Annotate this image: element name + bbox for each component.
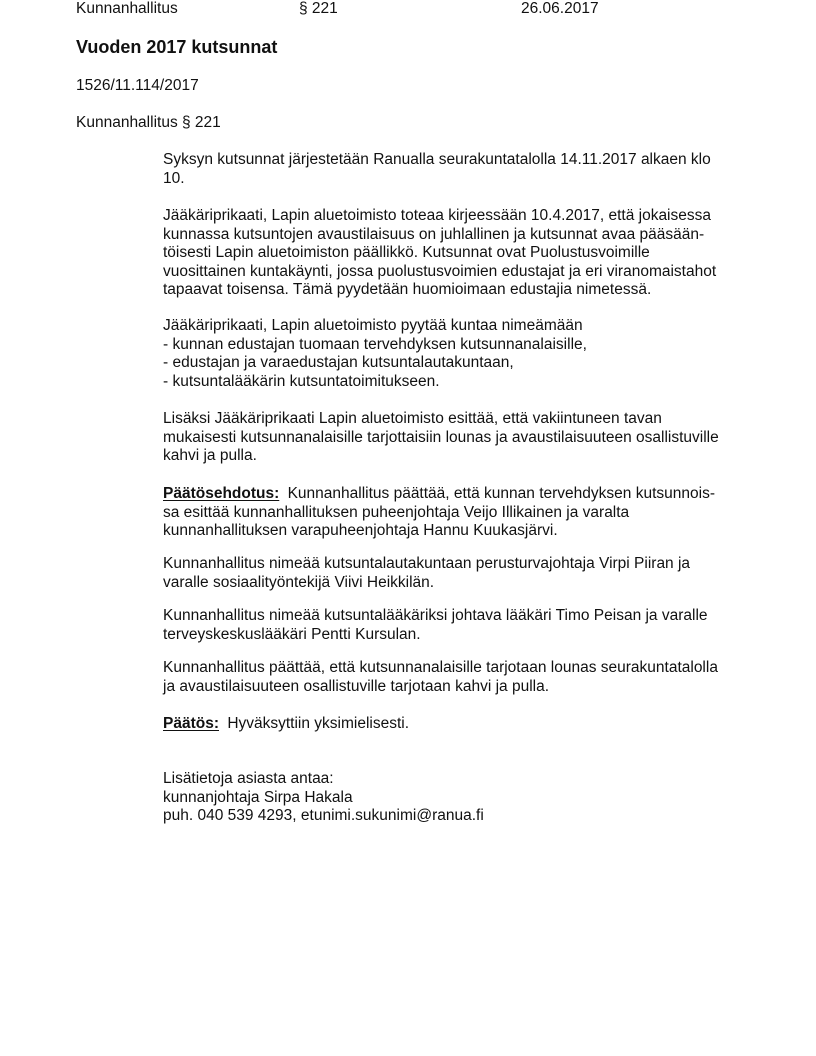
decision-text: Hyväksyttiin yksimielisesti. [227, 715, 410, 732]
list-item: - edustajan ja varaedustajan kutsuntalautakuntaan, [163, 354, 514, 371]
text-line: Lisäksi Jääkäriprikaati Lapin aluetoimisto esittää, että vakiintuneen tavan [163, 410, 662, 427]
text-line: terveyskeskuslääkäri Pentti Kursulan. [163, 625, 421, 643]
paragraph-letter [163, 207, 743, 300]
list-item: - kunnan edustajan tuomaan tervehdyksen kutsunnanalaisille, [163, 335, 587, 353]
text-line: töisesti Lapin aluetoimiston päällikkö. Kutsunnat ovat Puolustusvoimille [163, 244, 650, 261]
text-line: Kunnanhallitus nimeää kutsuntalääkäriksi johtava lääkäri Timo Peisan ja varalle [163, 607, 708, 624]
paragraph-requests [163, 317, 743, 391]
proposal-doctor [163, 607, 743, 644]
text-line: mukaisesti kutsunnanalaisille tarjottaisiin lounas ja avaustilaisuuteen osallistuville [163, 428, 719, 446]
text-line: Kunnanhallitus nimeää kutsuntalautakuntaan perusturvajohtaja Virpi Piiran ja [163, 555, 691, 572]
decision-label: Päätös: [163, 715, 219, 732]
text-line: kunnanhallituksen varapuheenjohtaja Hannu Kuukasjärvi. [163, 522, 558, 539]
contact-person: kunnanjohtaja Sirpa Hakala [163, 788, 353, 806]
page-title: Vuoden 2017 kutsunnat [76, 37, 278, 57]
paragraph-schedule [163, 151, 743, 188]
proposal-label: Päätösehdotus: [163, 485, 280, 502]
text-line: Syksyn kutsunnat järjestetään Ranualla seurakuntatalolla 14.11.2017 alkaen klo [163, 151, 711, 168]
header-organ: Kunnanhallitus [76, 0, 178, 17]
text-line: 10. [163, 169, 185, 187]
header-date: 26.06.2017 [521, 0, 599, 17]
contact-intro: Lisätietoja asiasta antaa: [163, 770, 334, 787]
text-line: kahvi ja pulla. [163, 447, 257, 464]
proposal-catering [163, 659, 743, 696]
text-line: tapaavat toisensa. Tämä pyydetään huomioimaan edustajia nimetessä. [163, 281, 652, 298]
contact-details: puh. 040 539 4293, etunimi.sukunimi@ranua.fi [163, 807, 484, 824]
document-number: 1526/11.114/2017 [76, 77, 199, 94]
decision-line [163, 715, 743, 734]
text-line: vuosittainen kuntakäynti, jossa puolustusvoimien edustajat ja eri viranomaistahot [163, 262, 717, 280]
text-line: varalle sosiaalityöntekijä Viivi Heikkilän. [163, 573, 435, 591]
proposal-first-line [163, 485, 743, 504]
proposal-committee [163, 555, 743, 592]
decision-block [163, 715, 743, 734]
text-line: kunnassa kutsuntojen avaustilaisuus on juhlallinen ja kutsunnat avaa pääsään- [163, 225, 705, 243]
proposal-block [163, 485, 743, 541]
contact-block [163, 770, 743, 826]
paragraph-catering [163, 410, 743, 466]
text-line: sa esittää kunnanhallituksen puheenjohtaja Veijo Illikainen ja varalta [163, 503, 630, 521]
list-item: - kutsuntalääkärin kutsuntatoimitukseen. [163, 372, 440, 390]
text-fragment: Kunnanhallitus päättää, että kunnan tervehdyksen kutsunnois- [287, 485, 715, 502]
text-line: ja avaustilaisuuteen osallistuville tarjotaan kahvi ja pulla. [163, 677, 550, 695]
header-section: § 221 [299, 0, 338, 17]
text-line: Kunnanhallitus päättää, että kutsunnanalaisille tarjotaan lounas seurakuntatalolla [163, 659, 718, 676]
section-reference: Kunnanhallitus § 221 [76, 114, 221, 131]
text-line: Jääkäriprikaati, Lapin aluetoimisto toteaa kirjeessään 10.4.2017, että jokaisessa [163, 207, 711, 224]
text-line: Jääkäriprikaati, Lapin aluetoimisto pyytää kuntaa nimeämään [163, 317, 583, 334]
